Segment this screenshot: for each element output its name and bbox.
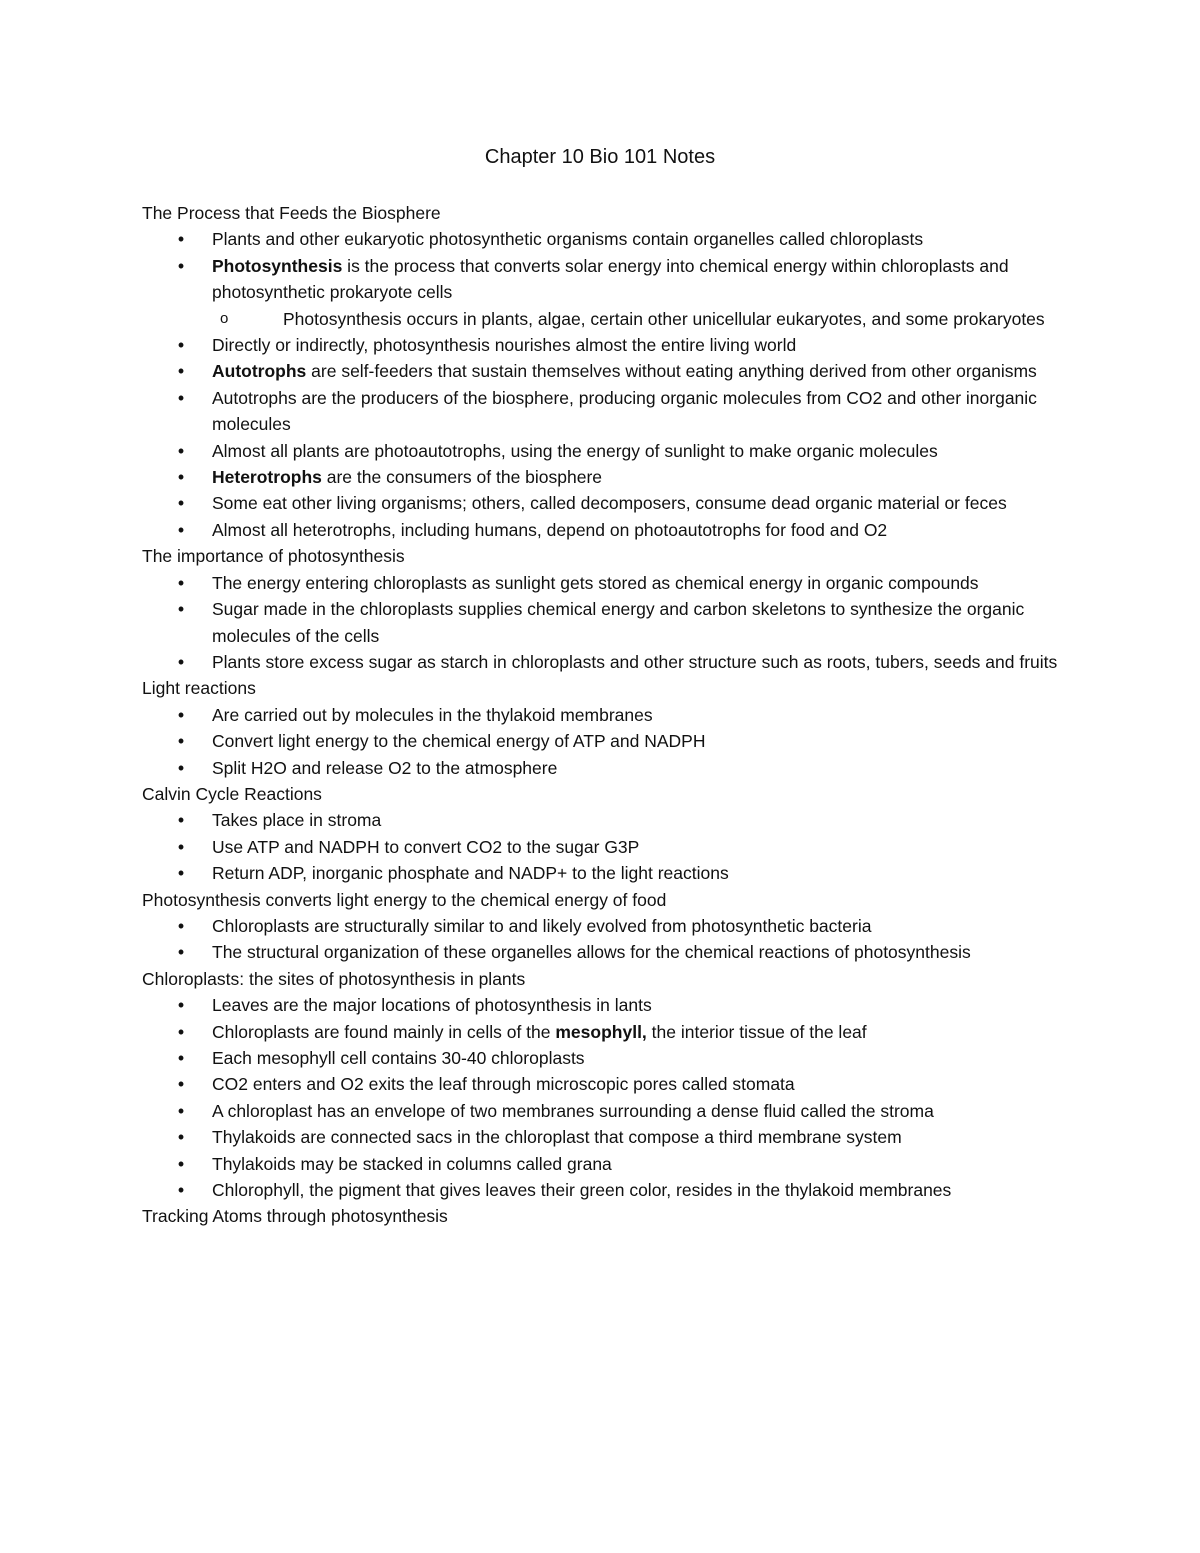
list-item <box>142 807 1062 833</box>
item-text: Each mesophyll cell contains 30-40 chloroplasts <box>212 1048 585 1068</box>
bullet-list <box>142 992 1062 1203</box>
bullet-icon: • <box>177 467 185 488</box>
bullet-icon: • <box>177 836 185 857</box>
list-item <box>142 913 1062 939</box>
section <box>142 1203 1062 1229</box>
item-text: are the consumers of the biosphere <box>321 467 603 488</box>
item-text: Autotrophs are the producers of the biosphere, producing organic molecules from CO2 and other inorganic molecules <box>212 387 1037 435</box>
sub-list-item <box>212 306 1062 332</box>
item-text: Use ATP and NADPH to convert CO2 to the sugar G3P <box>212 836 640 857</box>
bullet-icon: • <box>177 255 185 276</box>
item-text: Takes place in stroma <box>212 810 382 831</box>
bullet-icon: • <box>177 942 185 963</box>
circle-bullet-icon: o <box>220 309 229 327</box>
bullet-icon: • <box>177 1021 185 1042</box>
document-body <box>142 200 1062 1230</box>
bullet-icon: • <box>177 1127 185 1148</box>
list-item <box>142 1019 1062 1045</box>
item-text: Are carried out by molecules in the thylakoid membranes <box>212 704 653 725</box>
bullet-icon: • <box>177 440 185 461</box>
section-heading: Chloroplasts: the sites of photosynthesis in plants <box>142 968 526 989</box>
item-text: Thylakoids are connected sacs in the chloroplast that compose a third membrane system <box>212 1127 902 1148</box>
item-text: Thylakoids may be stacked in columns called grana <box>212 1153 612 1174</box>
item-text: Plants store excess sugar as starch in chloroplasts and other structure such as roots, tubers, seeds and fruits <box>212 651 1058 672</box>
bullet-list <box>142 570 1062 676</box>
bullet-icon: • <box>177 1153 185 1174</box>
item-text: Chloroplasts are found mainly in cells of the <box>212 1021 556 1042</box>
item-text: Leaves are the major locations of photosynthesis in lants <box>212 995 652 1016</box>
item-text: Chlorophyll, the pigment that gives leaves their green color, resides in the thylakoid membranes <box>212 1180 952 1201</box>
item-text: Directly or indirectly, photosynthesis nourishes almost the entire living world <box>212 335 797 356</box>
item-text: are self-feeders that sustain themselves without eating anything derived from other organisms <box>306 361 1037 382</box>
bullet-icon: • <box>177 493 185 514</box>
list-item <box>142 570 1062 596</box>
bullet-icon: • <box>177 1180 185 1201</box>
bold-term: mesophyll, <box>555 1021 647 1042</box>
item-text: the interior tissue of the leaf <box>646 1021 867 1042</box>
section-heading: Tracking Atoms through photosynthesis <box>142 1206 448 1227</box>
bold-term: Autotrophs <box>212 361 307 382</box>
section <box>142 200 1062 543</box>
list-item <box>142 755 1062 781</box>
bullet-icon: • <box>177 915 185 936</box>
bullet-list <box>142 807 1062 886</box>
item-text: Split H2O and release O2 to the atmosphere <box>212 757 558 778</box>
item-text: The energy entering chloroplasts as sunlight gets stored as chemical energy in organic compounds <box>212 572 979 593</box>
item-text: Some eat other living organisms; others, called decomposers, consume dead organic material or feces <box>212 493 1007 514</box>
list-item <box>142 226 1062 252</box>
sub-item-text: Photosynthesis occurs in plants, algae, certain other unicellular eukaryotes, and some prokaryotes <box>283 308 1045 329</box>
bullet-list <box>142 226 1062 543</box>
list-item <box>142 1177 1062 1203</box>
bold-term: Photosynthesis <box>212 255 343 276</box>
list-item <box>142 464 1062 490</box>
bullet-icon: • <box>177 651 185 672</box>
section <box>142 887 1062 966</box>
item-text: Almost all plants are photoautotrophs, using the energy of sunlight to make organic molecules <box>212 440 938 461</box>
item-text: Chloroplasts are structurally similar to and likely evolved from photosynthetic bacteria <box>212 915 872 936</box>
list-item <box>142 834 1062 860</box>
bullet-icon: • <box>177 995 185 1016</box>
item-text: Plants and other eukaryotic photosynthetic organisms contain organelles called chloroplasts <box>212 229 924 250</box>
list-item <box>142 728 1062 754</box>
list-item <box>142 1098 1062 1124</box>
bullet-icon: • <box>177 572 185 593</box>
section <box>142 966 1062 1204</box>
list-item <box>142 860 1062 886</box>
section <box>142 675 1062 781</box>
bullet-icon: • <box>177 731 185 752</box>
list-item <box>142 385 1062 438</box>
list-item <box>142 1151 1062 1177</box>
list-item <box>142 490 1062 516</box>
list-item <box>142 358 1062 384</box>
section-heading: Calvin Cycle Reactions <box>142 783 322 804</box>
bullet-list <box>142 913 1062 966</box>
bullet-icon: • <box>177 1048 185 1068</box>
bullet-icon: • <box>177 757 185 778</box>
bullet-icon: • <box>177 1100 185 1121</box>
bullet-icon: • <box>177 810 185 831</box>
bullet-icon: • <box>177 387 185 408</box>
bullet-icon: • <box>177 863 185 884</box>
list-item <box>142 438 1062 464</box>
bullet-icon: • <box>177 1074 185 1095</box>
bullet-icon: • <box>177 229 185 250</box>
section <box>142 543 1062 675</box>
section-heading: The Process that Feeds the Biosphere <box>142 203 441 223</box>
list-item <box>142 596 1062 649</box>
item-text: Almost all heterotrophs, including humans, depend on photoautotrophs for food and O2 <box>212 519 888 540</box>
bold-term: Heterotrophs <box>212 467 322 488</box>
list-item <box>142 517 1062 543</box>
list-item <box>142 1071 1062 1097</box>
item-text: Sugar made in the chloroplasts supplies chemical energy and carbon skeletons to synthesize the organic molecules of the cells <box>212 599 1025 646</box>
section-heading: Light reactions <box>142 678 256 699</box>
list-item <box>142 649 1062 675</box>
sub-bullet-list <box>212 306 1062 332</box>
bullet-icon: • <box>177 519 185 540</box>
bullet-icon: • <box>177 599 185 620</box>
bullet-list <box>142 702 1062 781</box>
list-item <box>142 1124 1062 1150</box>
item-text: CO2 enters and O2 exits the leaf through microscopic pores called stomata <box>212 1074 795 1095</box>
list-item <box>142 702 1062 728</box>
section-heading: Photosynthesis converts light energy to the chemical energy of food <box>142 889 667 910</box>
section <box>142 781 1062 887</box>
list-item <box>142 939 1062 965</box>
list-item <box>142 253 1062 332</box>
bullet-icon: • <box>177 361 185 382</box>
item-text: A chloroplast has an envelope of two membranes surrounding a dense fluid called the stroma <box>212 1100 934 1121</box>
bullet-icon: • <box>177 704 185 725</box>
list-item <box>142 992 1062 1018</box>
item-text: Convert light energy to the chemical energy of ATP and NADPH <box>212 731 706 752</box>
list-item <box>142 1045 1062 1071</box>
item-text: Return ADP, inorganic phosphate and NADP+ to the light reactions <box>212 863 729 884</box>
list-item <box>142 332 1062 358</box>
item-text: is the process that converts solar energy into chemical energy within chloroplasts and photosynthetic prokaryote cells <box>212 255 1009 303</box>
bullet-icon: • <box>177 335 185 356</box>
document-title: Chapter 10 Bio 101 Notes <box>484 146 716 168</box>
section-heading: The importance of photosynthesis <box>142 546 405 567</box>
item-text: The structural organization of these organelles allows for the chemical reactions of photosynthesis <box>212 942 971 963</box>
